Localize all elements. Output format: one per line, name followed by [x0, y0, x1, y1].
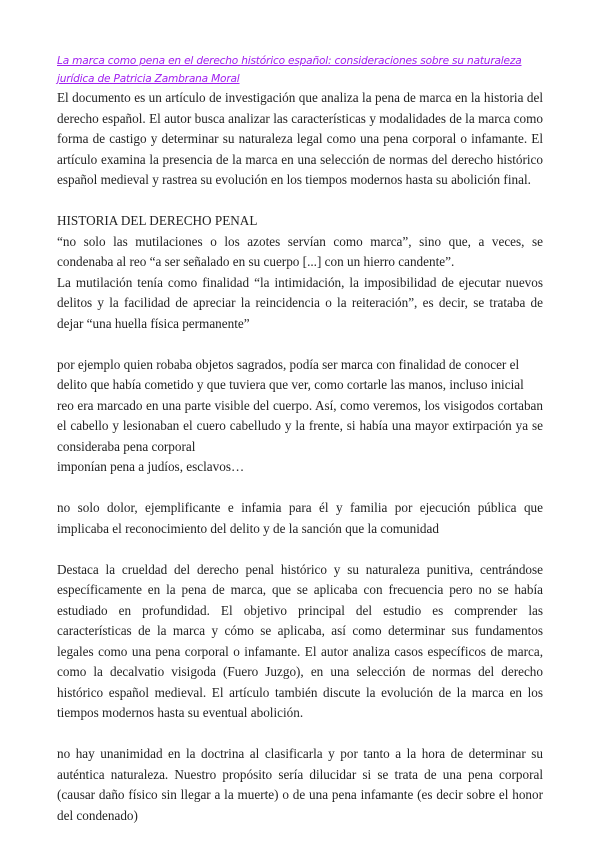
spacer — [57, 191, 543, 212]
summary-paragraph: El documento es un artículo de investigación que analiza la pena de marca en la historia del derecho español. El autor busca analizar las características y modalidades de la marca como forma de castigo y determinar su naturaleza legal como una pena corporal o infamante. El artículo examina la presencia de la marca en una selección de normas del derecho histórico español medieval y rastrea su evolución en los tiempos modernos hasta su abolición final. — [57, 90, 543, 187]
spacer — [57, 478, 543, 499]
quote-paragraph: “no solo las mutilaciones o los azotes servían como marca”, sino que, a veces, se condenaba al reo “a ser señalado en su cuerpo [...] con un hierro candente”. — [57, 233, 543, 269]
destaca-paragraph: Destaca la crueldad del derecho penal histórico y su naturaleza punitiva, centrándose específicamente en la pena de marca, que se aplicaba con frecuencia pero no se había estudiado en profundidad. El objetivo principal del estudio es comprender las características de la marca y cómo se aplicaba, así como determinar sus fundamentos legales como una pena corporal o infamante. El autor analiza casos específicos de marca, como la decalvatio visigoda (Fuero Juzgo), en una selección de normas del derecho histórico español medieval. El artículo también discute la evolución de la marca en los tiempos modernos hasta su eventual abolición. — [57, 561, 543, 720]
spacer — [57, 724, 543, 745]
example-paragraph: reo era marcado en una parte visible del cuerpo. Así, como veremos, los visigodos cortaban el cabello y lesionaban el cuero cabelludo y la frente, si había una mayor extirpación ya se consideraba pena corporal — [57, 397, 543, 454]
unanimidad-paragraph: no hay unanimidad en la doctrina al clasificarla y por tanto a la hora de determinar su auténtica naturaleza. Nuestro propósito sería dilucidar si se trata de una pena corporal (causar daño físico sin llegar a la muerte) o de una pena infamante (es decir sobre el honor del condenado) — [57, 746, 543, 823]
dolor-paragraph: no solo dolor, ejemplificante e infamia para él y familia por ejecución pública que implicaba el reconocimiento del delito y de la sanción que la comunidad — [57, 500, 543, 536]
spacer — [57, 539, 543, 560]
section-heading: HISTORIA DEL DERECHO PENAL — [57, 213, 258, 228]
spacer — [57, 334, 543, 355]
document-title-link[interactable]: La marca como pena en el derecho histórico español: consideraciones sobre su naturaleza jurídica de Patricia Zambrana Moral — [57, 55, 522, 85]
example-line: imponían pena a judíos, esclavos… — [57, 459, 245, 474]
example-line: por ejemplo quien robaba objetos sagrados, podía ser marca con finalidad de conocer el — [57, 356, 520, 372]
mutilation-paragraph: La mutilación tenía como finalidad “la intimidación, la imposibilidad de ejecutar nuevos delitos y la facilidad de apreciar la reincidencia o la reiteración”, es decir, se trataba de dejar “una huella física permanente” — [57, 274, 543, 331]
document-body — [57, 52, 543, 826]
example-line: delito que había cometido y que tuviera que ver, como cortarle las manos, incluso inicial — [57, 377, 524, 392]
